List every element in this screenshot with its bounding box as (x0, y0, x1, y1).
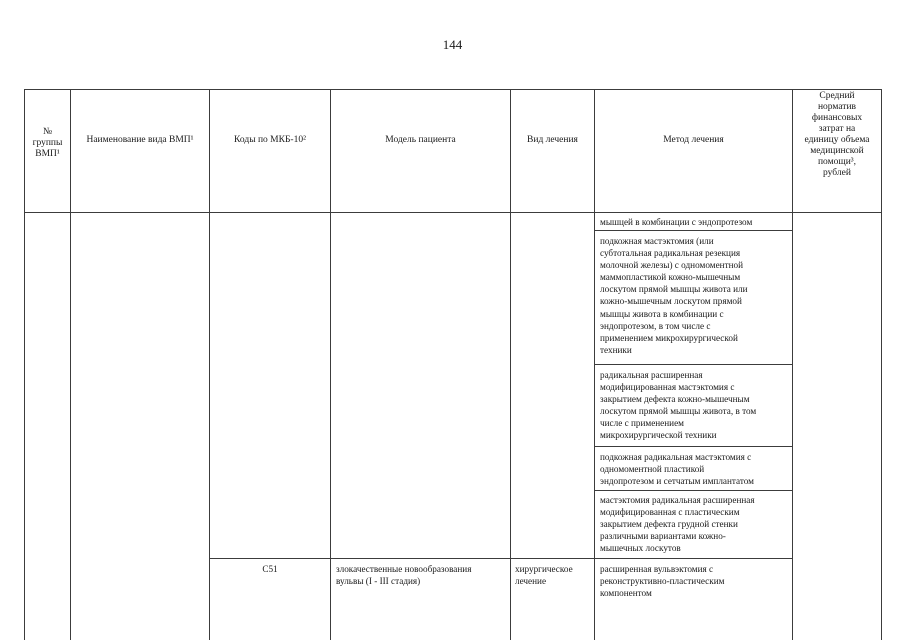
method-item: мышцей в комбинации с эндопротезом (600, 217, 753, 227)
method-item: радикальная расширенная модифицированная мастэктомия с закрытием дефекта кожно-мышечным лоскутом прямой мышцы живота, в том числе с применением микрохирургической техники (600, 370, 757, 441)
header-bottom-line (24, 212, 882, 213)
method-divider (594, 446, 793, 447)
header-treatment-method: Метод лечения (663, 135, 724, 145)
header-vmp-name: Наименование вида ВМП¹ (86, 135, 194, 145)
icd-code: C51 (262, 564, 278, 574)
patient-model: злокачественные новообразования вульвы (I - III стадия) (336, 564, 472, 587)
treatment-type: хирургическое лечение (515, 564, 573, 587)
table-border-left (24, 89, 25, 640)
header-icd-codes: Коды по МКБ-10² (234, 135, 306, 145)
treatment-method: расширенная вульвэктомия с реконструктивно-пластическим компонентом (600, 564, 725, 599)
header-group-number: № группы ВМП¹ (32, 127, 63, 159)
method-divider (594, 490, 793, 491)
method-item: мастэктомия радикальная расширенная модифицированная с пластическим закрытием дефекта грудной стенки различными вариантами кожно- мышечных лоскутов (600, 495, 755, 554)
method-item: подкожная радикальная мастэктомия с одномоментной пластикой эндопротезом и сетчатым имплантатом (600, 452, 754, 487)
method-item: подкожная мастэктомия (или субтотальная радикальная резекция молочной железы) с одномоментной маммопластикой кожно-мышечным лоскутом прямой мышцы живота или кожно-мышечным лоскутом прямой мышцы живота в комбинации с эндопротезом, в том числе с применением микрохирургической техники (600, 236, 748, 355)
method-divider (594, 230, 793, 231)
header-treatment-type: Вид лечения (527, 135, 578, 145)
header-patient-model: Модель пациента (385, 135, 456, 145)
method-divider (594, 364, 793, 365)
page-number: 144 (442, 37, 463, 52)
row-divider (209, 558, 793, 559)
column-divider (70, 89, 71, 640)
table-border-top (24, 89, 882, 90)
header-cost-standard: Средний норматив финансовых затрат на единицу объема медицинской помощи³, рублей (804, 91, 870, 178)
